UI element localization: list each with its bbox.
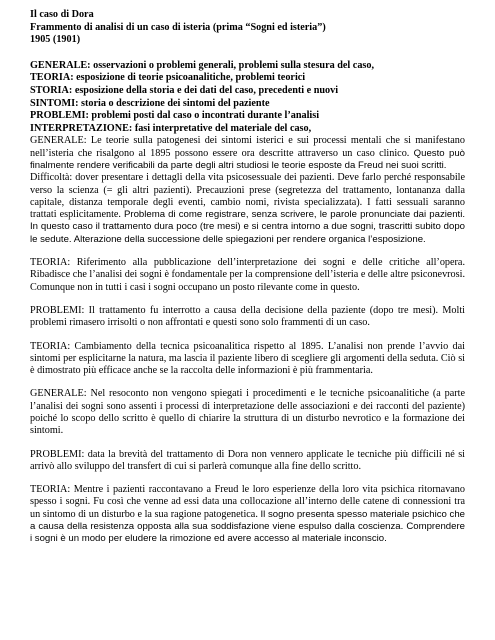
legend-item-problemi: PROBLEMI: problemi posti dal caso o incontrati durante l’analisi	[30, 110, 320, 122]
paragraph-text: Problema di come registrare, senza scrivere, le parole pronunciate dai pazienti. In questo caso il trattamento dura poco (tre mesi) e si centra intorno a due sogni, trascritti subito dopo le sedute. Alterazione della successione delle spiegazioni per rendere organica l’esposizione.	[30, 209, 465, 245]
legend-item-teoria: TEORIA: esposizione di teorie psicoanalitiche, problemi teorici	[30, 72, 306, 84]
document-subtitle: Frammento di analisi di un caso di isteria (prima “Sogni ed isteria”)	[30, 21, 326, 33]
paragraph-problemi-2: PROBLEMI: data la brevità del trattamento di Dora non vennero applicate le tecniche più difficili né si arrivò allo sviluppo del transfert di cui si parlerà comunque alla fine dello scritto.	[30, 448, 465, 472]
paragraph-teoria-2: TEORIA: Cambiamento della tecnica psicoanalitica rispetto al 1895. L’analisi non prende l’avvio dai sintomi per esplicitarne la natura, ma lascia il paziente libero di scegliere gli argomenti della seduta. Ciò si è dimostrato più efficace anche se la raccolta delle informazioni è più frammentaria.	[30, 340, 465, 377]
document-header	[30, 9, 465, 47]
paragraph-generale-2: GENERALE: Nel resoconto non vengono spiegati i procedimenti e le tecniche psicoanalitiche (a parte l’analisi dei sogni sono assenti i processi di interpretazione delle associazioni e dei racconti del paziente) poiché lo scopo dello scritto è quello di chiarire la struttura di un disturbo nevrotico e la formazione dei sintomi.	[30, 388, 465, 437]
paragraph-text: TEORIA: Mentre i pazienti raccontavano a Freud le loro esperienze della loro vita psichica ritornavano spesso i sogni. Fu così che venne ad essi data una collocazione all’interno delle catene di connessioni tra un sintomo di un disturbo e la sua ragione patogenetica.	[30, 484, 465, 520]
paragraph-generale-1	[30, 135, 465, 246]
paragraph-problemi-1: PROBLEMI: Il trattamento fu interrotto a causa della decisione della paziente (dopo tre mesi). Molti problemi rimasero irrisolti o non affrontati e questi sono solo frammenti di un caso.	[30, 304, 465, 329]
paragraph-text: Difficoltà: dover presentare i dettagli della vita psicosessuale dei pazienti. Deve farlo perché responsabile verso la scienza (= gli altri pazienti). Precauzioni prese (segretezza del trattamento, lontananza dalla capitale, distanza temporale degli eventi, cambio nomi, rivista specializzata). I fatti sessuali saranno trattati esplicitamente.	[30, 172, 465, 221]
legend-item-interpretazione: INTERPRETAZIONE: fasi interpretative del materiale del caso,	[30, 122, 312, 134]
paragraph-teoria-3	[30, 484, 465, 545]
document-body	[30, 135, 465, 545]
category-legend	[30, 60, 465, 136]
legend-item-storia: STORIA: esposizione della storia e dei dati del caso, precedenti e nuovi	[30, 84, 339, 96]
paragraph-text: GENERALE: Le teorie sulla patogenesi dei sintomi isterici e sui processi mentali che si manifestano nell’isteria che risalgono al 1895 possono essere ora descritte attraverso un caso clinico.	[30, 135, 465, 159]
paragraph-teoria-1: TEORIA: Riferimento alla pubblicazione dell’interpretazione dei sogni e delle critiche all’opera. Ribadisce che l’analisi dei sogni è fondamentale per la comprensione dell’isteria e delle altre psiconevrosi. Comunque non in tutti i casi i sogni occupano un posto rilevante come in questo.	[30, 257, 465, 293]
paragraph-text: Il sogno presenta spesso materiale psichico che a causa della resistenza opposta alla sua soddisfazione viene espulso dalla coscienza. Comprendere i sogni è un modo per eludere la rimozione ed avere accesso al materiale inconscio.	[30, 508, 466, 545]
paragraph-text: Questo può finalmente rendere verificabili da parte degli altri studiosi le teorie esposte da Freud nei suoi scritti.	[30, 147, 465, 171]
legend-item-generale: GENERALE: osservazioni o problemi generali, problemi sulla stesura del caso,	[30, 59, 375, 71]
document-title: Il caso di Dora	[30, 9, 94, 20]
document-date: 1905 (1901)	[30, 34, 81, 46]
legend-item-sintomi: SINTOMI: storia o descrizione dei sintomi del paziente	[30, 97, 270, 109]
